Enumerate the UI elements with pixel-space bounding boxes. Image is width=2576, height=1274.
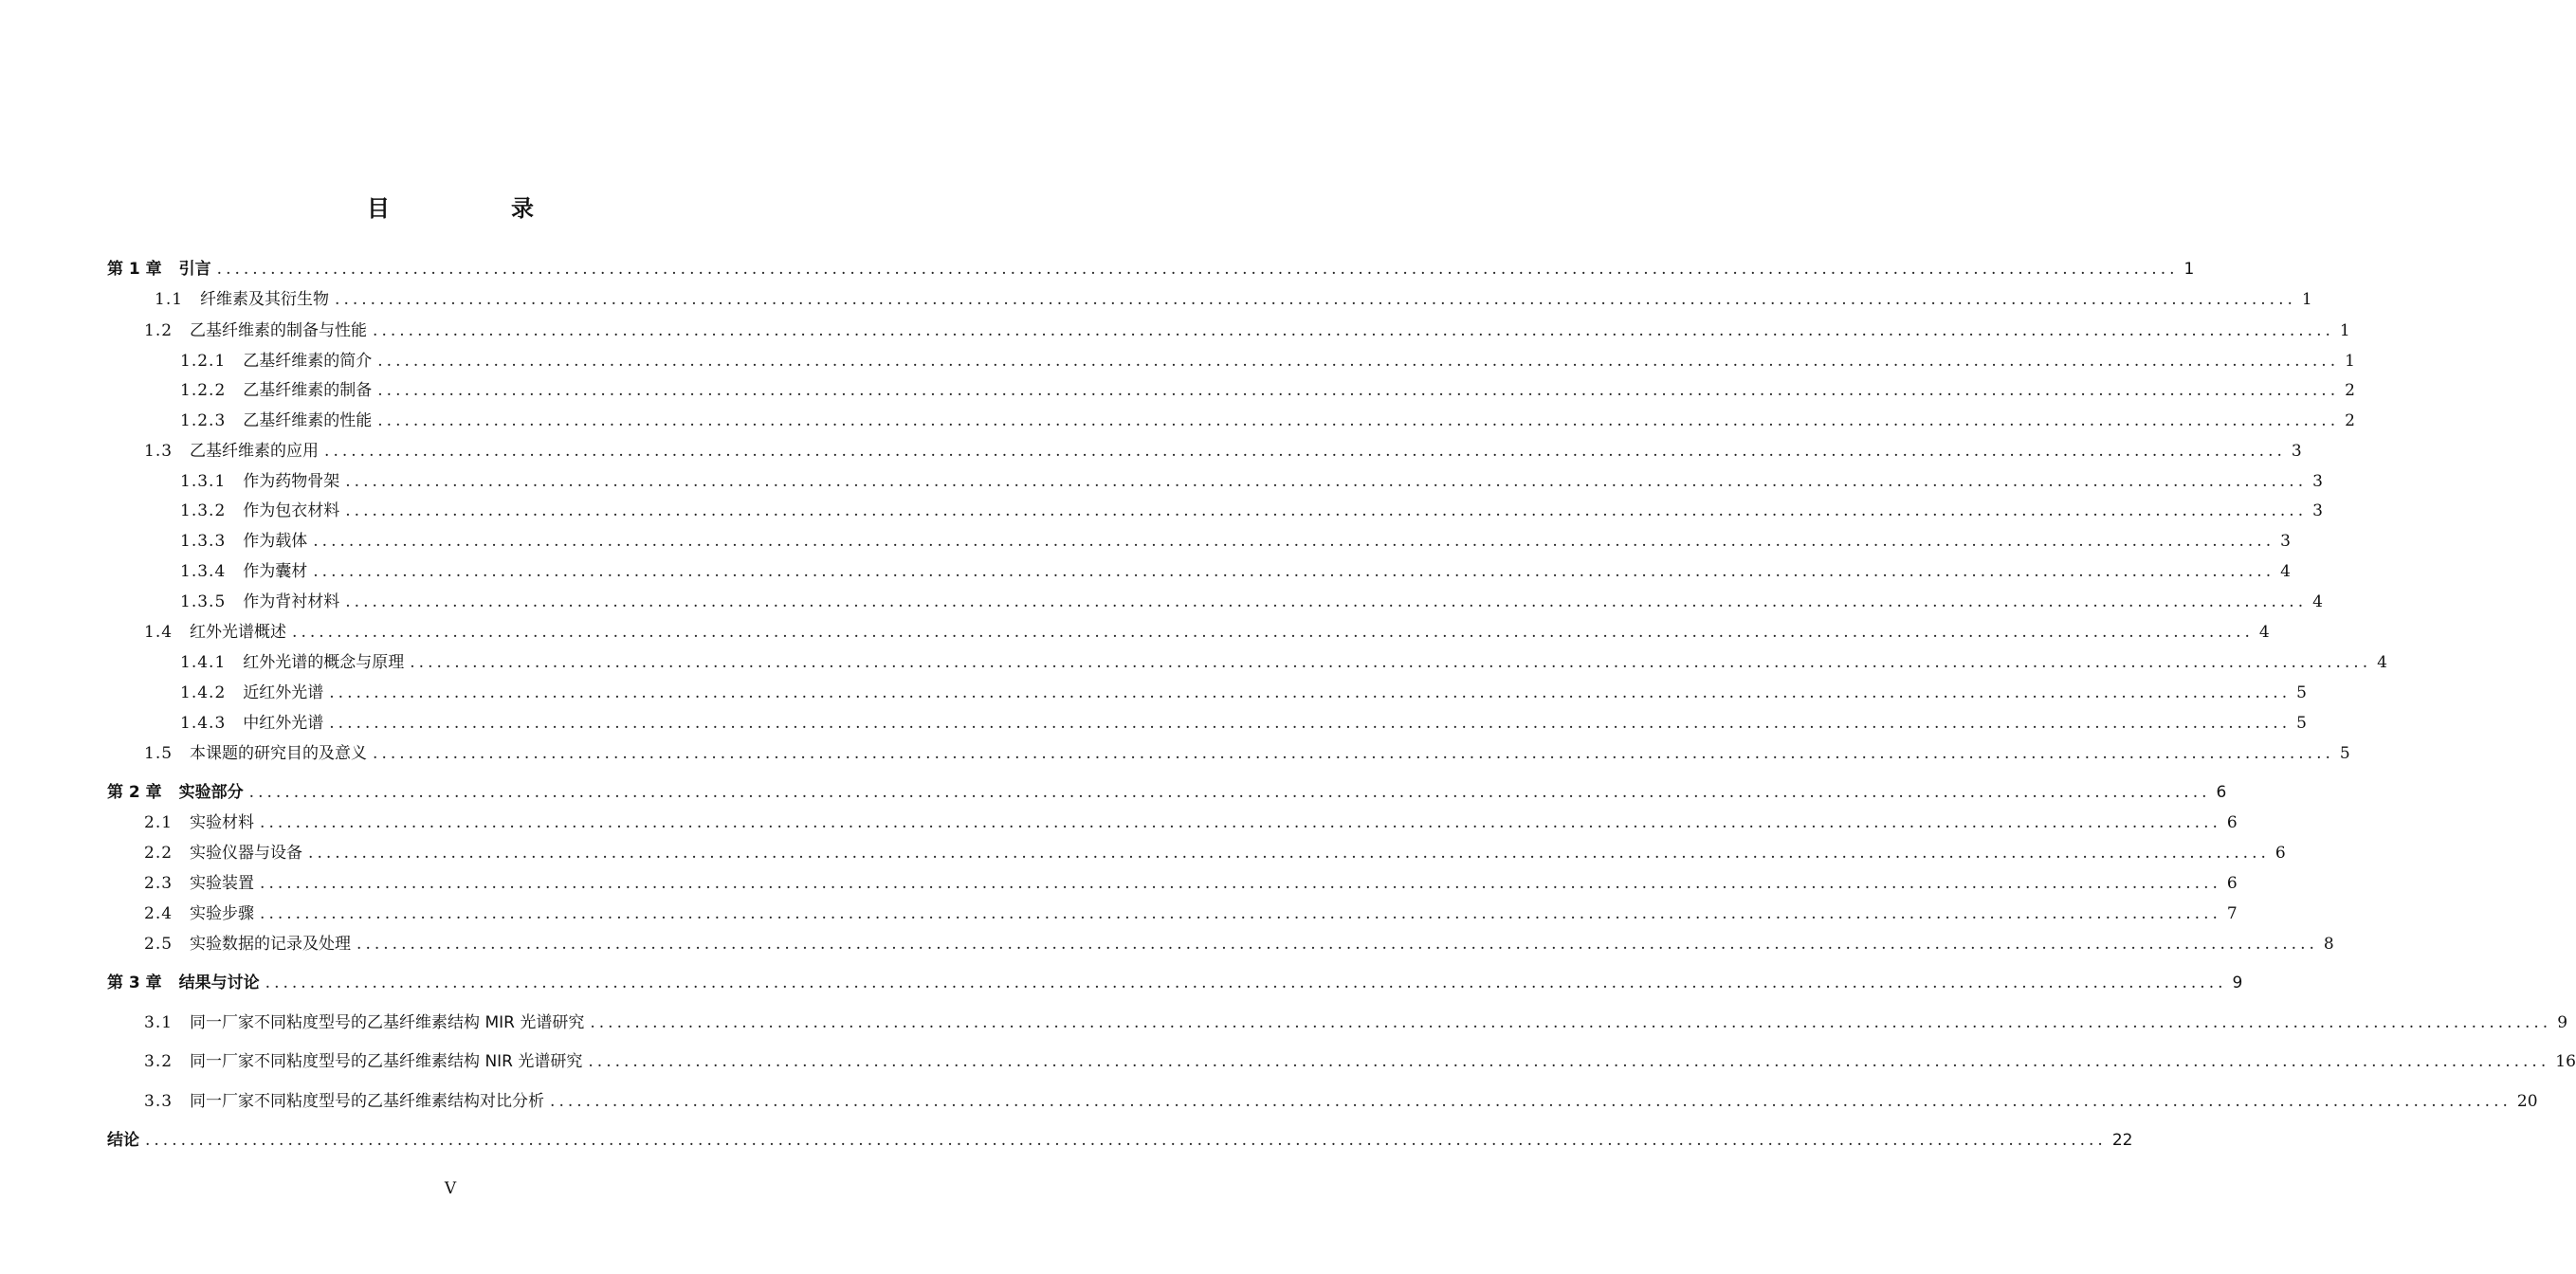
toc-page-number: 4 [2280, 561, 2291, 581]
toc-section-entry[interactable] [0, 646, 2387, 674]
dot-leader: ............................................................................................................................................................................................................................ [345, 500, 2308, 520]
toc-entry-number: 2.3 [144, 873, 174, 893]
toc-section-entry[interactable] [0, 282, 2312, 311]
dot-leader: ............................................................................................................................................................................................................................ [373, 743, 2334, 763]
toc-entry-label: 实验仪器与设备 [190, 843, 303, 863]
toc-page-number: 1 [2339, 320, 2350, 340]
toc-entry-number: 1.4.3 [180, 713, 227, 733]
toc-page-number: 9 [2232, 973, 2243, 992]
toc-entry-label: 实验部分 [178, 782, 244, 802]
toc-page-number: 3 [2291, 441, 2302, 461]
toc-entry-number: 2.1 [144, 812, 174, 832]
dot-leader: ............................................................................................................................................................................................................................ [550, 1091, 2512, 1111]
page-number: V [444, 1179, 457, 1198]
toc-entry-number: 3.3 [144, 1091, 174, 1111]
toc-entry-number: 1.2.3 [180, 410, 227, 430]
toc-entry-number: 第 2 章 [107, 782, 162, 802]
toc-page-number: 3 [2312, 500, 2323, 520]
toc-section-entry[interactable] [0, 1084, 2538, 1113]
toc-page-number: 1 [2301, 289, 2312, 309]
dot-leader: ............................................................................................................................................................................................................................ [329, 713, 2292, 733]
dot-leader: ............................................................................................................................................................................................................................ [588, 1051, 2550, 1071]
toc-section-entry[interactable] [0, 737, 2350, 765]
toc-entry-label: 作为包衣材料 [243, 500, 340, 520]
toc-entry-number: 1.1 [155, 289, 184, 309]
toc-entry-label: 实验装置 [190, 873, 255, 893]
dot-leader: ............................................................................................................................................................................................................................ [377, 410, 2340, 430]
dot-leader: ............................................................................................................................................................................................................................ [356, 934, 2318, 954]
toc-entry-label: 实验步骤 [190, 903, 255, 923]
toc-page-number: 4 [2258, 622, 2270, 642]
toc-chapter-entry[interactable] [0, 966, 2243, 994]
dot-leader: ............................................................................................................................................................................................................................ [260, 812, 2221, 832]
toc-entry-label: 实验数据的记录及处理 [190, 934, 352, 954]
dot-leader: ............................................................................................................................................................................................................................ [329, 682, 2292, 702]
dot-leader: ............................................................................................................................................................................................................................ [216, 259, 2179, 279]
dot-leader: ............................................................................................................................................................................................................................ [335, 289, 2296, 309]
dot-leader: ............................................................................................................................................................................................................................ [345, 592, 2308, 611]
toc-entry-number: 2.5 [144, 934, 174, 954]
dot-leader: ............................................................................................................................................................................................................................ [145, 1130, 2107, 1150]
dot-leader: ............................................................................................................................................................................................................................ [292, 622, 2254, 642]
toc-entry-number: 2.4 [144, 903, 174, 923]
toc-section-entry[interactable] [0, 585, 2323, 613]
dot-leader: ............................................................................................................................................................................................................................ [410, 652, 2372, 672]
dot-leader: ............................................................................................................................................................................................................................ [377, 351, 2340, 371]
toc-page-number: 1 [2345, 351, 2355, 371]
toc-page-number: 16 [2555, 1051, 2576, 1071]
dot-leader: ............................................................................................................................................................................................................................ [248, 782, 2211, 802]
toc-section-entry[interactable] [0, 344, 2355, 373]
toc-entry-number: 2.2 [144, 843, 174, 863]
toc-entry-label: 结论 [107, 1130, 139, 1150]
dot-leader: ............................................................................................................................................................................................................................ [377, 380, 2340, 400]
toc-entry-number: 1.3.2 [180, 500, 227, 520]
toc-page-number: 2 [2345, 410, 2355, 430]
dot-leader: ............................................................................................................................................................................................................................ [345, 471, 2308, 491]
toc-entry-label: 近红外光谱 [243, 682, 324, 702]
toc-entry-label: 引言 [178, 259, 211, 279]
toc-entry-label: 纤维素及其衍生物 [200, 289, 330, 309]
dot-leader: ............................................................................................................................................................................................................................ [265, 973, 2227, 992]
toc-entry-label: 结果与讨论 [178, 973, 260, 992]
dot-leader: ............................................................................................................................................................................................................................ [313, 531, 2275, 551]
toc-page-number: 5 [2339, 743, 2350, 763]
toc-entry-number: 1.3.4 [180, 561, 227, 581]
toc-entry-label: 乙基纤维素的制备与性能 [190, 320, 368, 340]
toc-chapter-entry[interactable] [0, 252, 2195, 281]
toc-section-entry[interactable] [0, 836, 2286, 864]
dot-leader: ............................................................................................................................................................................................................................ [313, 561, 2275, 581]
toc-section-entry[interactable] [0, 676, 2307, 704]
dot-leader: ............................................................................................................................................................................................................................ [260, 903, 2221, 923]
toc-page-number: 7 [2226, 903, 2238, 923]
toc-entry-label: 作为背衬材料 [243, 592, 340, 611]
toc-section-entry[interactable] [0, 404, 2355, 432]
toc-page-number: 6 [2226, 812, 2238, 832]
toc-page-number: 9 [2557, 1012, 2568, 1032]
toc-section-entry[interactable] [0, 897, 2238, 925]
toc-entry-label: 同一厂家不同粘度型号的乙基纤维素结构 MIR 光谱研究 [190, 1012, 585, 1032]
toc-entry-number: 1.5 [144, 743, 174, 763]
toc-entry-number: 第 3 章 [107, 973, 162, 992]
toc-page-number: 6 [2216, 782, 2227, 802]
dot-leader: ............................................................................................................................................................................................................................ [373, 320, 2334, 340]
toc-page-number: 8 [2323, 934, 2334, 954]
toc-page-number: 20 [2516, 1091, 2538, 1111]
toc-entry-label: 同一厂家不同粘度型号的乙基纤维素结构 NIR 光谱研究 [190, 1051, 583, 1071]
toc-entry-number: 1.3.3 [180, 531, 227, 551]
toc-page-number: 5 [2296, 682, 2307, 702]
toc-entry-label: 乙基纤维素的简介 [243, 351, 373, 371]
toc-entry-label: 乙基纤维素的性能 [243, 410, 373, 430]
toc-entry-label: 红外光谱概述 [190, 622, 287, 642]
dot-leader: ............................................................................................................................................................................................................................ [260, 873, 2221, 893]
toc-section-entry[interactable] [0, 927, 2334, 956]
dot-leader: ............................................................................................................................................................................................................................ [308, 843, 2270, 863]
toc-entry-label: 实验材料 [190, 812, 255, 832]
toc-section-entry[interactable] [0, 434, 2302, 463]
toc-entry-label: 同一厂家不同粘度型号的乙基纤维素结构对比分析 [190, 1091, 545, 1111]
toc-entry-number: 1.3.1 [180, 471, 227, 491]
toc-section-entry[interactable] [0, 524, 2291, 553]
toc-section-entry[interactable] [0, 494, 2323, 522]
toc-section-entry[interactable] [0, 615, 2270, 644]
toc-section-entry[interactable] [0, 866, 2238, 895]
toc-title: 目 录 [367, 195, 583, 222]
toc-page-number: 5 [2296, 713, 2307, 733]
toc-section-entry[interactable] [0, 464, 2323, 493]
toc-page-number: 4 [2377, 652, 2387, 672]
toc-page-number: 22 [2111, 1130, 2133, 1150]
toc-section-entry[interactable] [0, 706, 2307, 735]
toc-section-entry[interactable] [0, 373, 2355, 402]
toc-entry-label: 乙基纤维素的应用 [190, 441, 320, 461]
toc-section-entry[interactable] [0, 555, 2291, 583]
toc-page-number: 4 [2312, 592, 2323, 611]
toc-page-number: 1 [2183, 259, 2195, 279]
toc-entry-number: 1.2.1 [180, 351, 227, 371]
toc-entry-number: 1.3.5 [180, 592, 227, 611]
toc-entry-label: 本课题的研究目的及意义 [190, 743, 368, 763]
dot-leader: ............................................................................................................................................................................................................................ [324, 441, 2286, 461]
toc-entry-number: 1.4.2 [180, 682, 227, 702]
toc-entry-number: 1.4 [144, 622, 174, 642]
dot-leader: ............................................................................................................................................................................................................................ [590, 1012, 2552, 1032]
toc-page-number: 3 [2312, 471, 2323, 491]
toc-chapter-entry[interactable] [0, 1123, 2133, 1152]
toc-entry-label: 红外光谱的概念与原理 [243, 652, 405, 672]
toc-entry-number: 1.2 [144, 320, 174, 340]
toc-page-number: 2 [2345, 380, 2355, 400]
toc-section-entry[interactable] [0, 1006, 2568, 1034]
toc-entry-label: 作为囊材 [243, 561, 308, 581]
toc-entry-number: 3.1 [144, 1012, 174, 1032]
toc-entry-number: 1.4.1 [180, 652, 227, 672]
toc-page-number: 6 [2226, 873, 2238, 893]
toc-entry-label: 作为药物骨架 [243, 471, 340, 491]
toc-section-entry[interactable] [0, 314, 2350, 342]
toc-entry-number: 1.3 [144, 441, 174, 461]
toc-entry-number: 第 1 章 [107, 259, 162, 279]
toc-entry-label: 作为载体 [243, 531, 308, 551]
toc-chapter-entry[interactable] [0, 775, 2227, 804]
toc-section-entry[interactable] [0, 806, 2238, 834]
toc-section-entry[interactable] [0, 1045, 2576, 1073]
toc-entry-label: 中红外光谱 [243, 713, 324, 733]
toc-entry-label: 乙基纤维素的制备 [243, 380, 373, 400]
toc-entry-number: 1.2.2 [180, 380, 227, 400]
toc-page-number: 6 [2275, 843, 2286, 863]
toc-page-number: 3 [2280, 531, 2291, 551]
toc-entry-number: 3.2 [144, 1051, 174, 1071]
